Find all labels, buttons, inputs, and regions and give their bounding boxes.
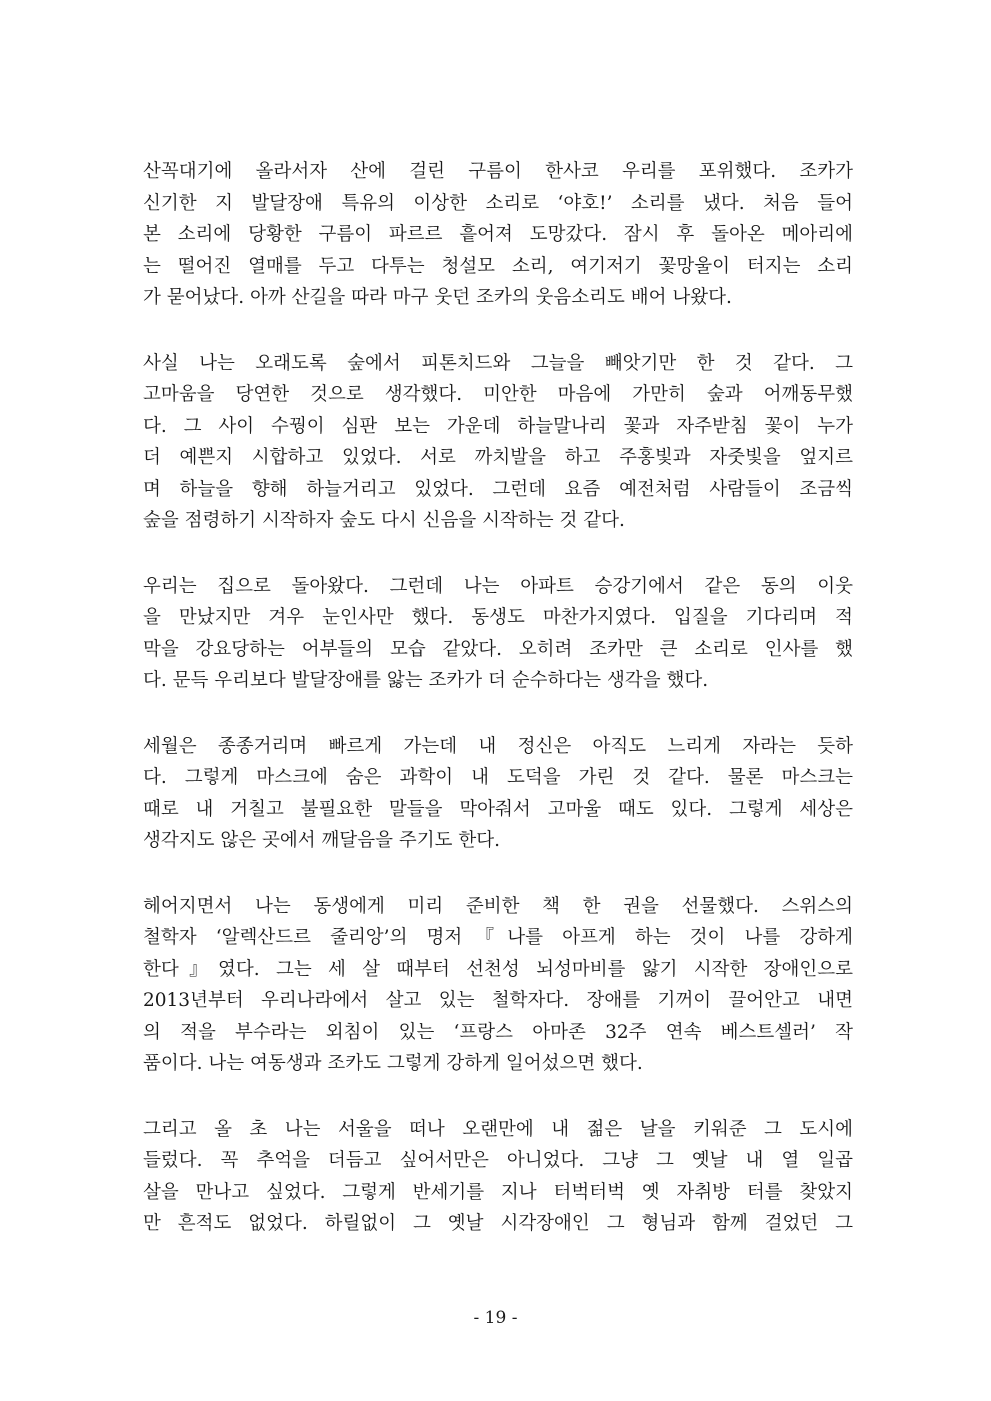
paragraph-6 [143,1114,853,1240]
text-line: 헤어지면서 나는 동생에게 미리 준비한 책 한 권을 선물했다. 스위스의 [143,895,853,917]
text-line: 숲을 점령하기 시작하자 숲도 다시 신음을 시작하는 것 같다. [143,510,625,531]
paragraph-1 [143,156,853,314]
text-line: 가 묻어났다. 아까 산길을 따라 마구 웃던 조카의 웃음소리도 배어 나왔다. [143,287,732,308]
text-line: 세월은 종종거리며 빠르게 가는데 내 정신은 아직도 느리게 자라는 듯하 [143,735,853,757]
body-text [143,156,853,1274]
text-line: 품이다. 나는 여동생과 조카도 그렇게 강하게 일어섰으면 했다. [143,1053,643,1074]
text-line: 을 만났지만 겨우 눈인사만 했다. 동생도 마찬가지였다. 입질을 기다리며 적 [143,607,853,628]
paragraph-3 [143,571,853,697]
text-line: 며 하늘을 향해 하늘거리고 있었다. 그런데 요즘 예전처럼 사람들이 조금씩 [143,478,853,500]
paragraph-4 [143,731,853,857]
text-line: 철학자 ‘알렉산드르 줄리앙’의 명저『나를 아프게 하는 것이 나를 강하게 [143,927,853,948]
text-line: 고마움을 당연한 것으로 생각했다. 미안한 마음에 가만히 숲과 어깨동무했 [143,384,853,405]
text-line: 더 예쁜지 시합하고 있었다. 서로 까치발을 하고 주홍빛과 자줏빛을 엎지르 [143,447,853,468]
paragraph-5 [143,891,853,1080]
text-line: 때로 내 거칠고 불필요한 말들을 막아줘서 고마울 때도 있다. 그렇게 세상은 [143,798,853,820]
text-line: 생각지도 않은 곳에서 깨달음을 주기도 한다. [143,830,500,851]
text-line: 한다』였다. 그는 세 살 때부터 선천성 뇌성마비를 앓기 시작한 장애인으로 [143,958,853,980]
text-line: 신기한 지 발달장애 특유의 이상한 소리로 ‘야호!’ 소리를 냈다. 처음 들어 [143,192,853,214]
text-line: 막을 강요당하는 어부들의 모습 같았다. 오히려 조카만 큰 소리로 인사를 했 [143,638,853,660]
text-line: 그리고 올 초 나는 서울을 떠나 오랜만에 내 젊은 날을 키워준 그 도시에 [143,1118,853,1140]
text-line: 다. 문득 우리보다 발달장애를 앓는 조카가 더 순수하다는 생각을 했다. [143,670,709,691]
text-line: 산꼭대기에 올라서자 산에 걸린 구름이 한사코 우리를 포위했다. 조카가 [143,161,853,182]
text-line: 다. 그렇게 마스크에 숨은 과학이 내 도덕을 가린 것 같다. 물론 마스크는 [143,767,853,788]
page-number: - 19 - [473,1308,518,1328]
text-line: 살을 만나고 싶었다. 그렇게 반세기를 지나 터벅터벅 옛 자취방 터를 찾았지 [143,1181,853,1203]
text-line: 는 떨어진 열매를 두고 다투는 청설모 소리, 여기저기 꽃망울이 터지는 소리 [143,255,853,277]
text-line: 사실 나는 오래도록 숲에서 피톤치드와 그늘을 빼앗기만 한 것 같다. 그 [143,352,853,374]
text-line: 들렀다. 꼭 추억을 더듬고 싶어서만은 아니었다. 그냥 그 옛날 내 열 일곱 [143,1150,853,1171]
text-line: 우리는 집으로 돌아왔다. 그런데 나는 아파트 승강기에서 같은 동의 이웃 [143,575,853,597]
paragraph-2 [143,348,853,537]
text-line: 본 소리에 당황한 구름이 파르르 흩어져 도망갔다. 잠시 후 돌아온 메아리에 [143,224,853,245]
text-line: 다. 그 사이 수꿩이 심판 보는 가운데 하늘말나리 꽃과 자주받침 꽃이 누가 [143,415,853,437]
text-line: 2013년부터 우리나라에서 살고 있는 철학자다. 장애를 기꺼이 끌어안고 내면 [143,990,853,1011]
text-line: 만 흔적도 없었다. 하릴없이 그 옛날 시각장애인 그 형님과 함께 걸었던 그 [143,1213,853,1234]
text-line: 의 적을 부수라는 외침이 있는 ‘프랑스 아마존 32주 연속 베스트셀러’ 작 [143,1021,853,1043]
